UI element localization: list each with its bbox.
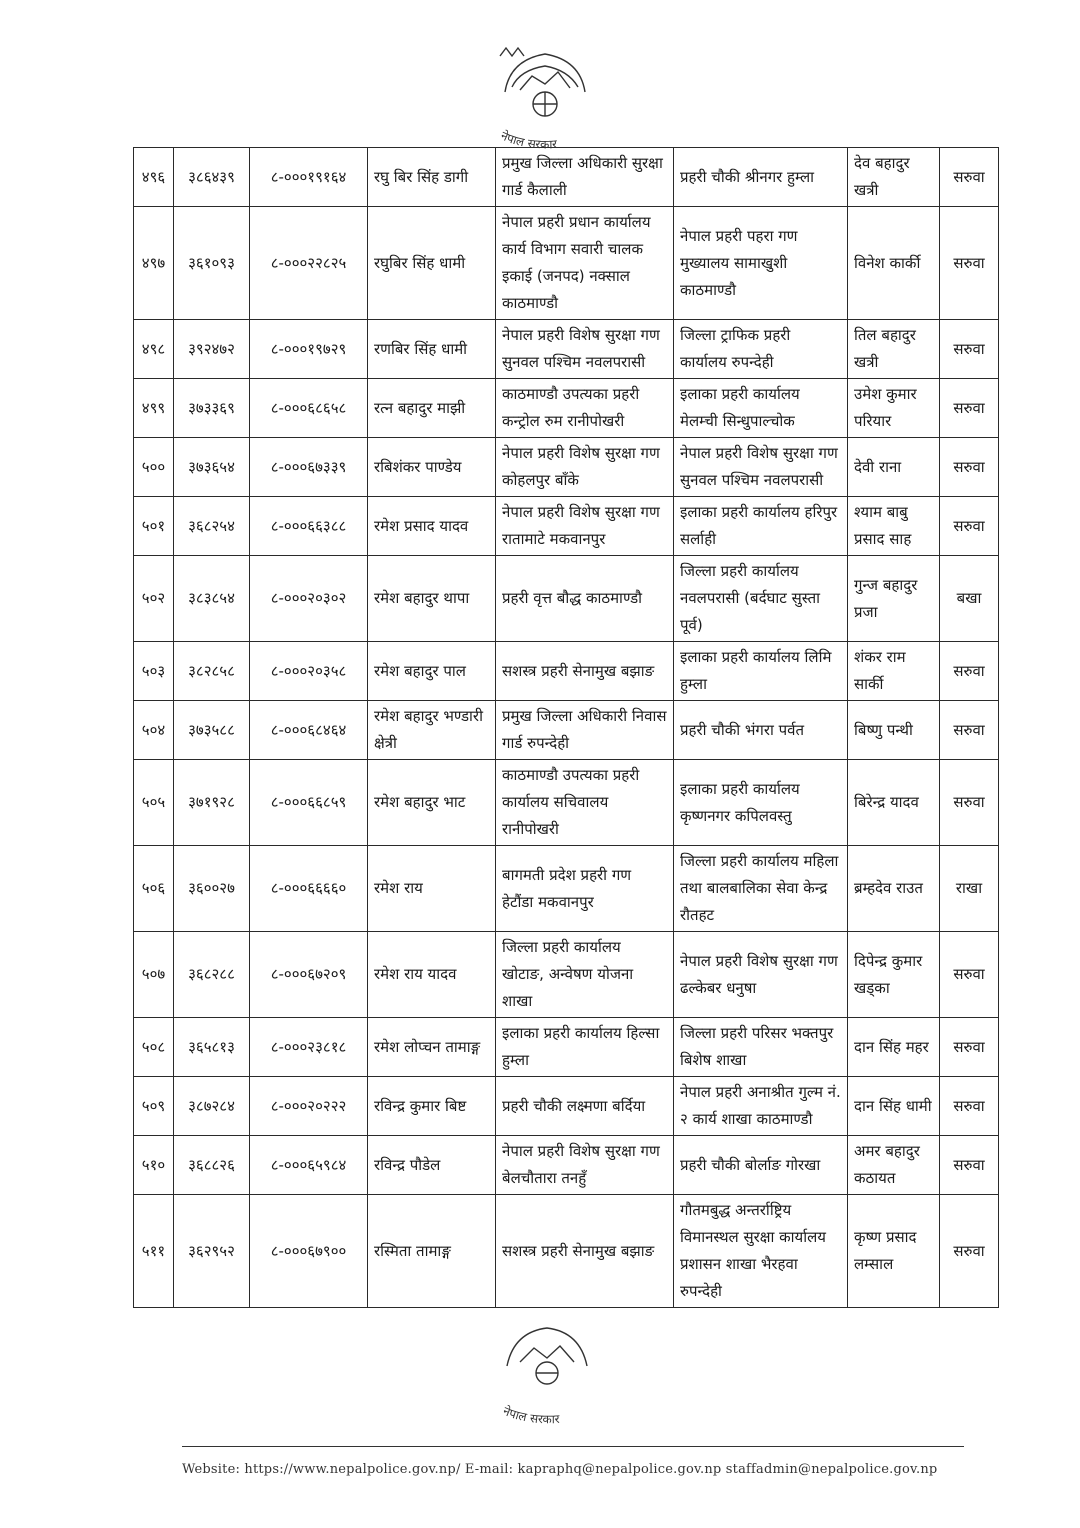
action-cell: सरुवा — [940, 642, 999, 701]
code-cell: ८-०००६६३८८ — [250, 497, 368, 556]
action-cell: राखा — [940, 846, 999, 932]
code-cell: ८-०००२२८२५ — [250, 207, 368, 320]
table-row — [134, 701, 999, 760]
action-cell: सरुवा — [940, 701, 999, 760]
serial-number-cell: ५०५ — [134, 760, 174, 846]
current-posting-cell: नेपाल प्रहरी विशेष सुरक्षा गण रातामाटे मकवानपुर — [496, 497, 674, 556]
code-cell: ८-०००१९७२९ — [250, 320, 368, 379]
employee-id-cell: ३६८२५४ — [174, 497, 250, 556]
code-cell: ८-०००२३८१८ — [250, 1018, 368, 1077]
action-cell: सरुवा — [940, 497, 999, 556]
code-cell: ८-०००६८४६४ — [250, 701, 368, 760]
serial-number-cell: ५०१ — [134, 497, 174, 556]
new-posting-cell: गौतमबुद्ध अन्तर्राष्ट्रिय विमानस्थल सुरक्षा कार्यालय प्रशासन शाखा भैरहवा रुपन्देही — [674, 1195, 848, 1308]
code-cell: ८-०००६७९०० — [250, 1195, 368, 1308]
code-cell: ८-०००६७३३९ — [250, 438, 368, 497]
transfer-table — [133, 147, 999, 1308]
replacement-cell: तिल बहादुर खत्री — [848, 320, 940, 379]
current-posting-cell: नेपाल प्रहरी प्रधान कार्यालय कार्य विभाग सवारी चालक इकाई (जनपद) नक्साल काठमाण्डौ — [496, 207, 674, 320]
employee-id-cell: ३७१९२८ — [174, 760, 250, 846]
name-cell: रमेश बहादुर भाट — [368, 760, 496, 846]
serial-number-cell: ५०४ — [134, 701, 174, 760]
serial-number-cell: ५०३ — [134, 642, 174, 701]
replacement-cell: अमर बहादुर कठायत — [848, 1136, 940, 1195]
code-cell: ८-०००६७२०९ — [250, 932, 368, 1018]
name-cell: रमेश प्रसाद यादव — [368, 497, 496, 556]
name-cell: रमेश बहादुर थापा — [368, 556, 496, 642]
employee-id-cell: ३८३८५४ — [174, 556, 250, 642]
replacement-cell: दान सिंह धामी — [848, 1077, 940, 1136]
code-cell: ८-०००६६६६० — [250, 846, 368, 932]
serial-number-cell: ४९८ — [134, 320, 174, 379]
current-posting-cell: नेपाल प्रहरी विशेष सुरक्षा गण सुनवल पश्चिम नवलपरासी — [496, 320, 674, 379]
employee-id-cell: ३६१०९३ — [174, 207, 250, 320]
new-posting-cell: इलाका प्रहरी कार्यालय मेलम्ची सिन्धुपाल्चोक — [674, 379, 848, 438]
action-cell: सरुवा — [940, 1136, 999, 1195]
replacement-cell: विनेश कार्की — [848, 207, 940, 320]
action-cell: सरुवा — [940, 438, 999, 497]
new-posting-cell: नेपाल प्रहरी विशेष सुरक्षा गण ढल्केबर धनुषा — [674, 932, 848, 1018]
table-row — [134, 642, 999, 701]
new-posting-cell: नेपाल प्रहरी पहरा गण मुख्यालय सामाखुशी काठमाण्डौ — [674, 207, 848, 320]
serial-number-cell: ५११ — [134, 1195, 174, 1308]
name-cell: रघुबिर सिंह धामी — [368, 207, 496, 320]
name-cell: रत्न बहादुर माझी — [368, 379, 496, 438]
replacement-cell: शंकर राम सार्की — [848, 642, 940, 701]
table-row — [134, 846, 999, 932]
code-cell: ८-०००२०२२२ — [250, 1077, 368, 1136]
name-cell: रमेश राय यादव — [368, 932, 496, 1018]
action-cell: सरुवा — [940, 207, 999, 320]
replacement-cell: ब्रम्हदेव राउत — [848, 846, 940, 932]
new-posting-cell: प्रहरी चौकी श्रीनगर हुम्ला — [674, 148, 848, 207]
current-posting-cell: सशस्त्र प्रहरी सेनामुख बझाङ — [496, 642, 674, 701]
replacement-cell: देवी राना — [848, 438, 940, 497]
table-row — [134, 438, 999, 497]
new-posting-cell: जिल्ला प्रहरी कार्यालय नवलपरासी (बर्दघाट सुस्ता पूर्व) — [674, 556, 848, 642]
name-cell: रस्मिता तामाङ्ग — [368, 1195, 496, 1308]
table-row — [134, 556, 999, 642]
employee-id-cell: ३७३५८८ — [174, 701, 250, 760]
replacement-cell: दिपेन्द्र कुमार खड्का — [848, 932, 940, 1018]
svg-text:नेपाल सरकार — [501, 1404, 561, 1427]
serial-number-cell: ४९७ — [134, 207, 174, 320]
employee-id-cell: ३९२४७२ — [174, 320, 250, 379]
current-posting-cell: नेपाल प्रहरी विशेष सुरक्षा गण कोहलपुर बाँके — [496, 438, 674, 497]
action-cell: सरुवा — [940, 932, 999, 1018]
current-posting-cell: नेपाल प्रहरी विशेष सुरक्षा गण बेलचौतारा तनहुँ — [496, 1136, 674, 1195]
table-row — [134, 1195, 999, 1308]
action-cell: सरुवा — [940, 379, 999, 438]
new-posting-cell: नेपाल प्रहरी अनाश्रीत गुल्म नं. २ कार्य शाखा काठमाण्डौ — [674, 1077, 848, 1136]
replacement-cell: बिरेन्द्र यादव — [848, 760, 940, 846]
seal-bottom — [462, 1318, 632, 1428]
code-cell: ८-०००२०३५८ — [250, 642, 368, 701]
table-row — [134, 1018, 999, 1077]
replacement-cell: गुन्ज बहादुर प्रजा — [848, 556, 940, 642]
name-cell: रणबिर सिंह धामी — [368, 320, 496, 379]
code-cell: ८-०००१९१६४ — [250, 148, 368, 207]
table-row — [134, 497, 999, 556]
current-posting-cell: प्रमुख जिल्ला अधिकारी सुरक्षा गार्ड कैलाली — [496, 148, 674, 207]
replacement-cell: देव बहादुर खत्री — [848, 148, 940, 207]
new-posting-cell: इलाका प्रहरी कार्यालय लिमि हुम्ला — [674, 642, 848, 701]
serial-number-cell: ५०८ — [134, 1018, 174, 1077]
serial-number-cell: ५०७ — [134, 932, 174, 1018]
action-cell: सरुवा — [940, 1195, 999, 1308]
current-posting-cell: प्रमुख जिल्ला अधिकारी निवास गार्ड रुपन्देही — [496, 701, 674, 760]
name-cell: रमेश बहादुर भण्डारी क्षेत्री — [368, 701, 496, 760]
employee-id-cell: ३६८२८८ — [174, 932, 250, 1018]
name-cell: रविन्द्र पौडेल — [368, 1136, 496, 1195]
table-body — [134, 148, 999, 1308]
code-cell: ८-०००६८६५८ — [250, 379, 368, 438]
code-cell: ८-०००६६८५९ — [250, 760, 368, 846]
action-cell: सरुवा — [940, 148, 999, 207]
replacement-cell: कृष्ण प्रसाद लम्साल — [848, 1195, 940, 1308]
name-cell: रमेश राय — [368, 846, 496, 932]
serial-number-cell: ५०६ — [134, 846, 174, 932]
employee-id-cell: ३६२९५२ — [174, 1195, 250, 1308]
action-cell: सरुवा — [940, 1077, 999, 1136]
seal-bottom-text: नेपाल सरकार — [500, 1403, 560, 1427]
name-cell: रमेश लोप्चन तामाङ्ग — [368, 1018, 496, 1077]
new-posting-cell: जिल्ला ट्राफिक प्रहरी कार्यालय रुपन्देही — [674, 320, 848, 379]
table-row — [134, 207, 999, 320]
current-posting-cell: बागमती प्रदेश प्रहरी गण हेटौंडा मकवानपुर — [496, 846, 674, 932]
new-posting-cell: इलाका प्रहरी कार्यालय कृष्णनगर कपिलवस्तु — [674, 760, 848, 846]
employee-id-cell: ३८७२८४ — [174, 1077, 250, 1136]
new-posting-cell: जिल्ला प्रहरी परिसर भक्तपुर बिशेष शाखा — [674, 1018, 848, 1077]
table-row — [134, 1077, 999, 1136]
action-cell: बखा — [940, 556, 999, 642]
employee-id-cell: ३८२८५८ — [174, 642, 250, 701]
new-posting-cell: इलाका प्रहरी कार्यालय हरिपुर सर्लाही — [674, 497, 848, 556]
table-row — [134, 379, 999, 438]
seal-top — [460, 42, 630, 152]
emblem-icon — [462, 1318, 632, 1428]
employee-id-cell: ३७३६५४ — [174, 438, 250, 497]
table-row — [134, 320, 999, 379]
replacement-cell: बिष्णु पन्थी — [848, 701, 940, 760]
current-posting-cell: जिल्ला प्रहरी कार्यालय खोटाङ, अन्वेषण योजना शाखा — [496, 932, 674, 1018]
new-posting-cell: नेपाल प्रहरी विशेष सुरक्षा गण सुनवल पश्चिम नवलपरासी — [674, 438, 848, 497]
current-posting-cell: प्रहरी चौकी लक्ष्मणा बर्दिया — [496, 1077, 674, 1136]
name-cell: रबिशंकर पाण्डेय — [368, 438, 496, 497]
serial-number-cell: ४९६ — [134, 148, 174, 207]
footer-divider — [182, 1446, 964, 1447]
action-cell: सरुवा — [940, 760, 999, 846]
new-posting-cell: जिल्ला प्रहरी कार्यालय महिला तथा बालबालिका सेवा केन्द्र रौतहट — [674, 846, 848, 932]
emblem-icon — [460, 42, 630, 152]
employee-id-cell: ३७३३६९ — [174, 379, 250, 438]
name-cell: रविन्द्र कुमार बिष्ट — [368, 1077, 496, 1136]
table-row — [134, 932, 999, 1018]
employee-id-cell: ३६००२७ — [174, 846, 250, 932]
replacement-cell: उमेश कुमार परियार — [848, 379, 940, 438]
current-posting-cell: काठमाण्डौ उपत्यका प्रहरी कन्ट्रोल रुम रानीपोखरी — [496, 379, 674, 438]
current-posting-cell: इलाका प्रहरी कार्यालय हिल्सा हुम्ला — [496, 1018, 674, 1077]
seal-top-text: नेपाल सरकार — [498, 128, 558, 152]
name-cell: रमेश बहादुर पाल — [368, 642, 496, 701]
table-row — [134, 760, 999, 846]
table-row — [134, 1136, 999, 1195]
serial-number-cell: ५०२ — [134, 556, 174, 642]
current-posting-cell: सशस्त्र प्रहरी सेनामुख बझाङ — [496, 1195, 674, 1308]
name-cell: रघु बिर सिंह डागी — [368, 148, 496, 207]
action-cell: सरुवा — [940, 320, 999, 379]
serial-number-cell: ४९९ — [134, 379, 174, 438]
new-posting-cell: प्रहरी चौकी भंगरा पर्वत — [674, 701, 848, 760]
serial-number-cell: ५०० — [134, 438, 174, 497]
code-cell: ८-०००६५९८४ — [250, 1136, 368, 1195]
new-posting-cell: प्रहरी चौकी बोर्लाङ गोरखा — [674, 1136, 848, 1195]
current-posting-cell: प्रहरी वृत्त बौद्ध काठमाण्डौ — [496, 556, 674, 642]
employee-id-cell: ३६५८१३ — [174, 1018, 250, 1077]
employee-id-cell: ३८६४३९ — [174, 148, 250, 207]
footer-contact: Website: https://www.nepalpolice.gov.np/ E-mail: kapraphq@nepalpolice.gov.np staffadmin@nepalpolice.gov.np — [182, 1462, 938, 1477]
replacement-cell: श्याम बाबु प्रसाद साह — [848, 497, 940, 556]
serial-number-cell: ५०९ — [134, 1077, 174, 1136]
current-posting-cell: काठमाण्डौ उपत्यका प्रहरी कार्यालय सचिवालय रानीपोखरी — [496, 760, 674, 846]
employee-id-cell: ३६८८२६ — [174, 1136, 250, 1195]
replacement-cell: दान सिंह महर — [848, 1018, 940, 1077]
table-row — [134, 148, 999, 207]
action-cell: सरुवा — [940, 1018, 999, 1077]
code-cell: ८-०००२०३०२ — [250, 556, 368, 642]
serial-number-cell: ५१० — [134, 1136, 174, 1195]
